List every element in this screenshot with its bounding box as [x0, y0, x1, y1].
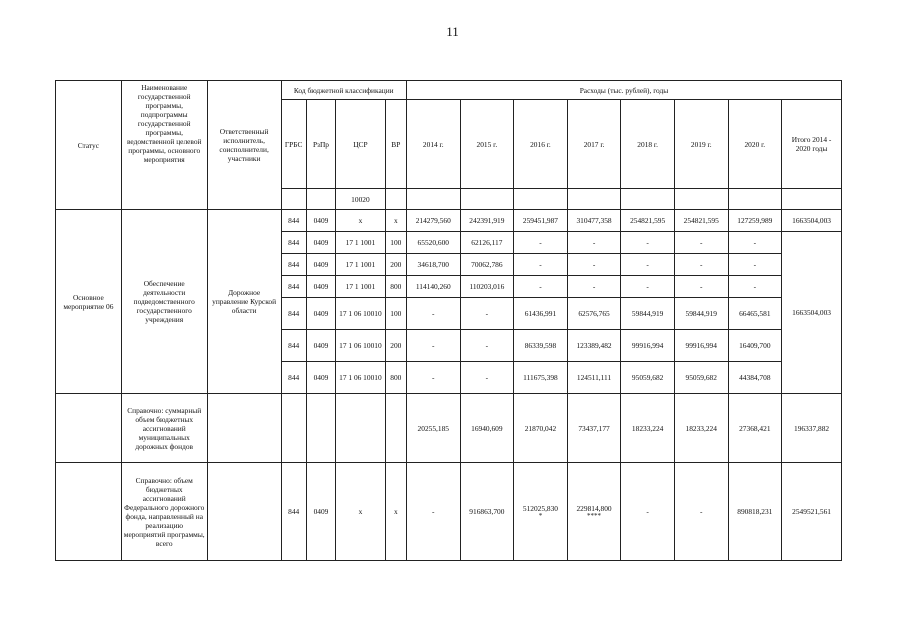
cell-grbs: 844	[281, 362, 306, 394]
cell-value: -	[514, 276, 568, 298]
block1-name: Обеспечение деятельности подведомственного государственного учреждения	[121, 210, 207, 394]
cell-value: -	[674, 463, 728, 561]
cell-value: 124511,111	[567, 362, 621, 394]
cell-rzpr: 0409	[306, 463, 335, 561]
cell-grbs: 844	[281, 463, 306, 561]
header-rzpr: РзПр	[306, 100, 335, 189]
cell-value: -	[406, 298, 460, 330]
header-name: Наименование государственной программы, подпрограммы государственной программы, ведомственной целевой программы, основного мероприятия	[121, 81, 207, 210]
cell-value: 254821,595	[674, 210, 728, 232]
cell-value: -	[406, 463, 460, 561]
cell-value: -	[406, 330, 460, 362]
cell-csr: 17 1 06 10010	[336, 362, 386, 394]
cell-value: 916863,700	[460, 463, 514, 561]
cell-value: 18233,224	[674, 394, 728, 463]
cell-value: -	[728, 254, 782, 276]
cell-value: -	[567, 254, 621, 276]
cell-value: 62126,117	[460, 232, 514, 254]
cell-value: 214279,560	[406, 210, 460, 232]
cell-value: -	[460, 298, 514, 330]
header-grbs: ГРБС	[281, 100, 306, 189]
cell-grbs: 844	[281, 298, 306, 330]
cell-value: 20255,185	[406, 394, 460, 463]
cell-vr: 200	[385, 254, 406, 276]
cell-value: 890818,231	[728, 463, 782, 561]
block1-executor: Дорожное управление Курской области	[207, 210, 281, 394]
cell-value: 34618,700	[406, 254, 460, 276]
cell-rzpr: 0409	[306, 362, 335, 394]
cell-value: 66465,581	[728, 298, 782, 330]
header-year: 2020 г.	[728, 100, 782, 189]
cell-value: 70062,786	[460, 254, 514, 276]
header-year: 2014 г.	[406, 100, 460, 189]
cell-grbs: 844	[281, 232, 306, 254]
header-year: 2016 г.	[514, 100, 568, 189]
cell-grbs: 844	[281, 276, 306, 298]
cell-rzpr: 0409	[306, 330, 335, 362]
cell-value: -	[460, 362, 514, 394]
page-number: 11	[446, 24, 459, 39]
header-csr: ЦСР	[336, 100, 386, 189]
block1-status: Основное мероприятие 06	[56, 210, 122, 394]
cell-value: 310477,358	[567, 210, 621, 232]
header-year: 2018 г.	[621, 100, 675, 189]
cell-vr: 800	[385, 362, 406, 394]
cell-vr: 800	[385, 276, 406, 298]
cell-value: -	[567, 276, 621, 298]
cell-value: -	[674, 276, 728, 298]
cell-value: -	[460, 330, 514, 362]
cell-value: 110203,016	[460, 276, 514, 298]
cell-value: -	[621, 232, 675, 254]
footnote-mark: ****	[587, 512, 602, 520]
header-csr-extra: 10020	[336, 189, 386, 210]
cell-value: 59844,919	[621, 298, 675, 330]
cell-value: -	[674, 254, 728, 276]
cell-value: -	[621, 463, 675, 561]
cell-vr: 100	[385, 298, 406, 330]
cell-grbs: 844	[281, 210, 306, 232]
header-total: Итого 2014 - 2020 годы	[782, 100, 842, 189]
cell-rzpr: 0409	[306, 210, 335, 232]
cell-csr: x	[336, 210, 386, 232]
cell-total: 196337,882	[782, 394, 842, 463]
cell-grbs: 844	[281, 254, 306, 276]
cell-value	[514, 463, 568, 561]
cell-csr: 17 1 06 10010	[336, 298, 386, 330]
cell-rzpr: 0409	[306, 276, 335, 298]
cell-value: 242391,919	[460, 210, 514, 232]
header-vr: ВР	[385, 100, 406, 189]
footnote-mark: *	[538, 512, 543, 520]
cell-csr: 17 1 1001	[336, 276, 386, 298]
cell-value: 111675,398	[514, 362, 568, 394]
cell-total: 1663504,003	[782, 210, 842, 232]
cell-value: 18233,224	[621, 394, 675, 463]
block3-name: Справочно: объем бюджетных ассигнований Федерального дорожного фонда, направленный на реализацию мероприятий программы, всего	[121, 463, 207, 561]
header-row-1	[56, 81, 842, 100]
cell-value: -	[728, 232, 782, 254]
cell-value: 114140,260	[406, 276, 460, 298]
cell-value: 27368,421	[728, 394, 782, 463]
block2-name: Справочно: суммарный объем бюджетных ассигнований муниципальных дорожных фондов	[121, 394, 207, 463]
expenses-table	[55, 80, 842, 561]
cell-value-text: 512025,830	[522, 504, 558, 513]
cell-value: 62576,765	[567, 298, 621, 330]
cell-value: -	[728, 276, 782, 298]
cell-csr: 17 1 06 10010	[336, 330, 386, 362]
cell-value: 95059,682	[621, 362, 675, 394]
cell-vr: 200	[385, 330, 406, 362]
cell-vr: 100	[385, 232, 406, 254]
cell-rzpr: 0409	[306, 232, 335, 254]
cell-value: 95059,682	[674, 362, 728, 394]
cell-vr: x	[385, 463, 406, 561]
cell-total: 2549521,561	[782, 463, 842, 561]
cell-value: 44384,708	[728, 362, 782, 394]
cell-value: -	[621, 254, 675, 276]
header-year: 2015 г.	[460, 100, 514, 189]
cell-value: -	[514, 254, 568, 276]
cell-value: 254821,595	[621, 210, 675, 232]
cell-csr: 17 1 1001	[336, 232, 386, 254]
cell-value: 16940,609	[460, 394, 514, 463]
cell-csr: x	[336, 463, 386, 561]
cell-rzpr: 0409	[306, 254, 335, 276]
table-row	[56, 394, 842, 463]
cell-value: 59844,919	[674, 298, 728, 330]
header-year: 2017 г.	[567, 100, 621, 189]
header-executor: Ответственный исполнитель, соисполнители, участники	[207, 81, 281, 210]
cell-value: -	[567, 232, 621, 254]
table-row	[56, 463, 842, 561]
cell-rzpr: 0409	[306, 298, 335, 330]
header-expenses: Расходы (тыс. рублей), годы	[406, 81, 841, 100]
cell-vr: x	[385, 210, 406, 232]
cell-csr: 17 1 1001	[336, 254, 386, 276]
cell-grbs: 844	[281, 330, 306, 362]
cell-value: -	[621, 276, 675, 298]
cell-value: 99916,994	[674, 330, 728, 362]
cell-value: 99916,994	[621, 330, 675, 362]
header-budget-code: Код бюджетной классификации	[281, 81, 406, 100]
cell-value: -	[674, 232, 728, 254]
cell-value	[567, 463, 621, 561]
cell-value: -	[406, 362, 460, 394]
table-row	[56, 210, 842, 232]
cell-value: 123389,482	[567, 330, 621, 362]
cell-value: -	[514, 232, 568, 254]
cell-value: 127259,989	[728, 210, 782, 232]
cell-total: 1663504,003	[782, 232, 842, 394]
cell-value: 86339,598	[514, 330, 568, 362]
cell-value: 73437,177	[567, 394, 621, 463]
header-status: Статус	[56, 81, 122, 210]
cell-value: 65520,600	[406, 232, 460, 254]
cell-value: 61436,991	[514, 298, 568, 330]
cell-value-text: 229814,800	[576, 504, 612, 513]
cell-value: 21870,042	[514, 394, 568, 463]
header-year: 2019 г.	[674, 100, 728, 189]
cell-value: 16409,700	[728, 330, 782, 362]
cell-value: 259451,987	[514, 210, 568, 232]
